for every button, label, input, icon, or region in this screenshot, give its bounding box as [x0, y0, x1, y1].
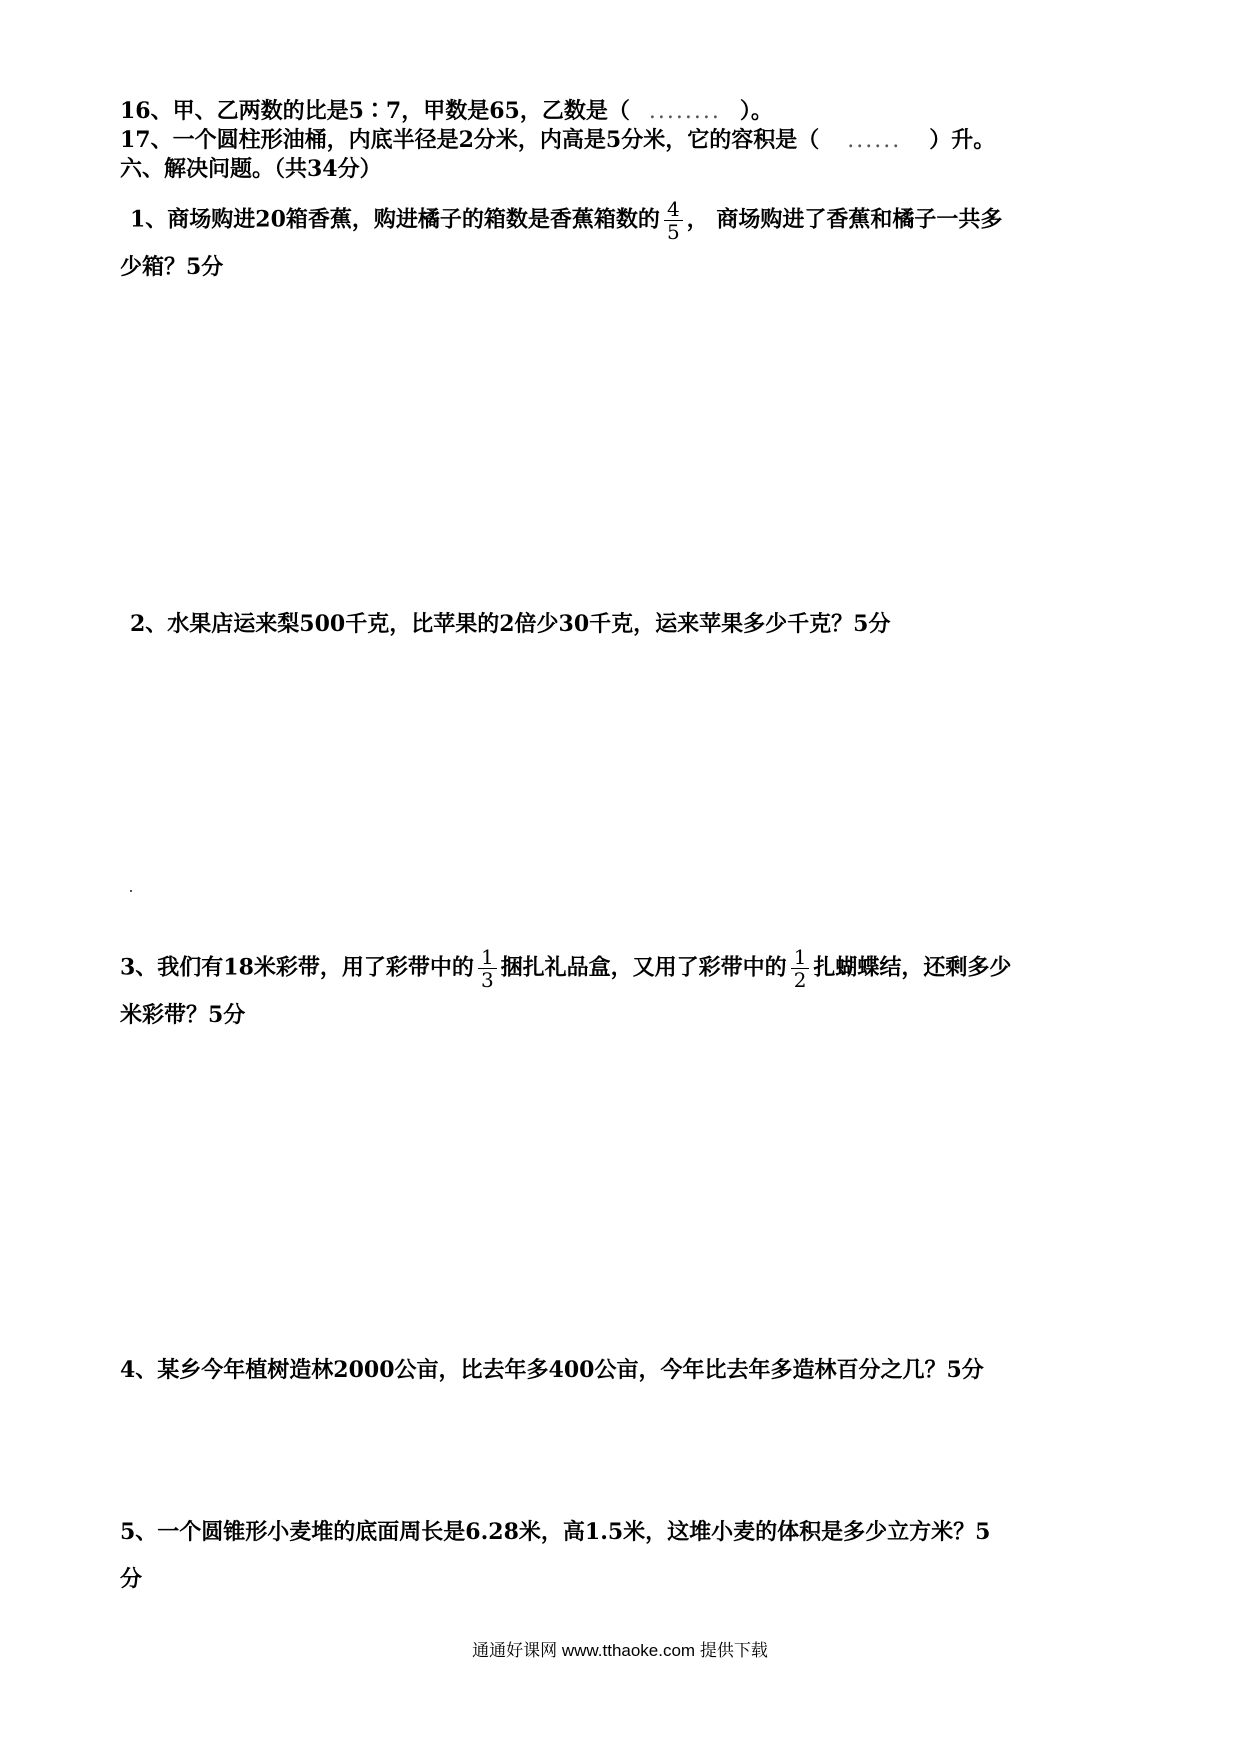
p3-fraction-1	[478, 946, 497, 991]
question-16	[120, 96, 773, 127]
problem-5-line-2: 分	[120, 1566, 143, 1592]
p3-text-c: 扎蝴蝶结，还剩多少	[813, 954, 1012, 981]
p3-frac2-num: 1	[791, 946, 810, 969]
problem-5-line-1: 5、一个圆锥形小麦堆的底面周长是6.28米，高1.5米，这堆小麦的体积是多少立方米？5	[120, 1519, 991, 1545]
stray-mark	[130, 890, 132, 892]
p3-text-b: 捆扎礼品盒，又用了彩带中的	[500, 954, 787, 981]
problem-3-line-2: 米彩带？5分	[120, 1002, 246, 1028]
p1-fraction	[664, 198, 683, 243]
q17-blank: ......	[847, 128, 902, 153]
problem-2: 2、水果店运来梨500千克，比苹果的2倍少30千克，运来苹果多少千克？5分	[130, 611, 891, 637]
p1-text-b: ， 商场购进了香蕉和橘子一共多	[686, 206, 1003, 233]
p3-frac1-den: 3	[480, 968, 494, 992]
problem-1-line-1	[130, 198, 1002, 243]
problem-4: 4、某乡今年植树造林2000公亩，比去年多400公亩，今年比去年多造林百分之几？5分	[120, 1357, 984, 1383]
p3-fraction-2	[791, 946, 810, 991]
problem-1-line-2: 少箱？5分	[120, 254, 224, 280]
q16-end: ）。	[739, 98, 773, 124]
p1-text-a: 1、商场购进20箱香蕉，购进橘子的箱数是香蕉箱数的	[130, 206, 660, 233]
p1-frac-den: 5	[666, 220, 680, 244]
p3-frac2-den: 2	[793, 968, 807, 992]
q16-text: 16、甲、乙两数的比是5∶7，甲数是65，乙数是（	[120, 98, 630, 124]
q16-blank: ........	[648, 99, 721, 124]
question-17	[120, 125, 995, 156]
p3-text-a: 3、我们有18米彩带，用了彩带中的	[120, 954, 474, 981]
q17-end: ）升。	[929, 127, 996, 153]
q17-text: 17、一个圆柱形油桶，内底半径是2分米，内高是5分米，它的容积是（	[120, 127, 820, 153]
footer: 通通好课网 www.tthaoke.com 提供下载	[472, 1641, 768, 1660]
problem-3-line-1	[120, 946, 1011, 991]
section-title: 六、解决问题。（共34分）	[120, 156, 382, 182]
p3-frac1-num: 1	[478, 946, 497, 969]
p1-frac-num: 4	[664, 198, 683, 221]
